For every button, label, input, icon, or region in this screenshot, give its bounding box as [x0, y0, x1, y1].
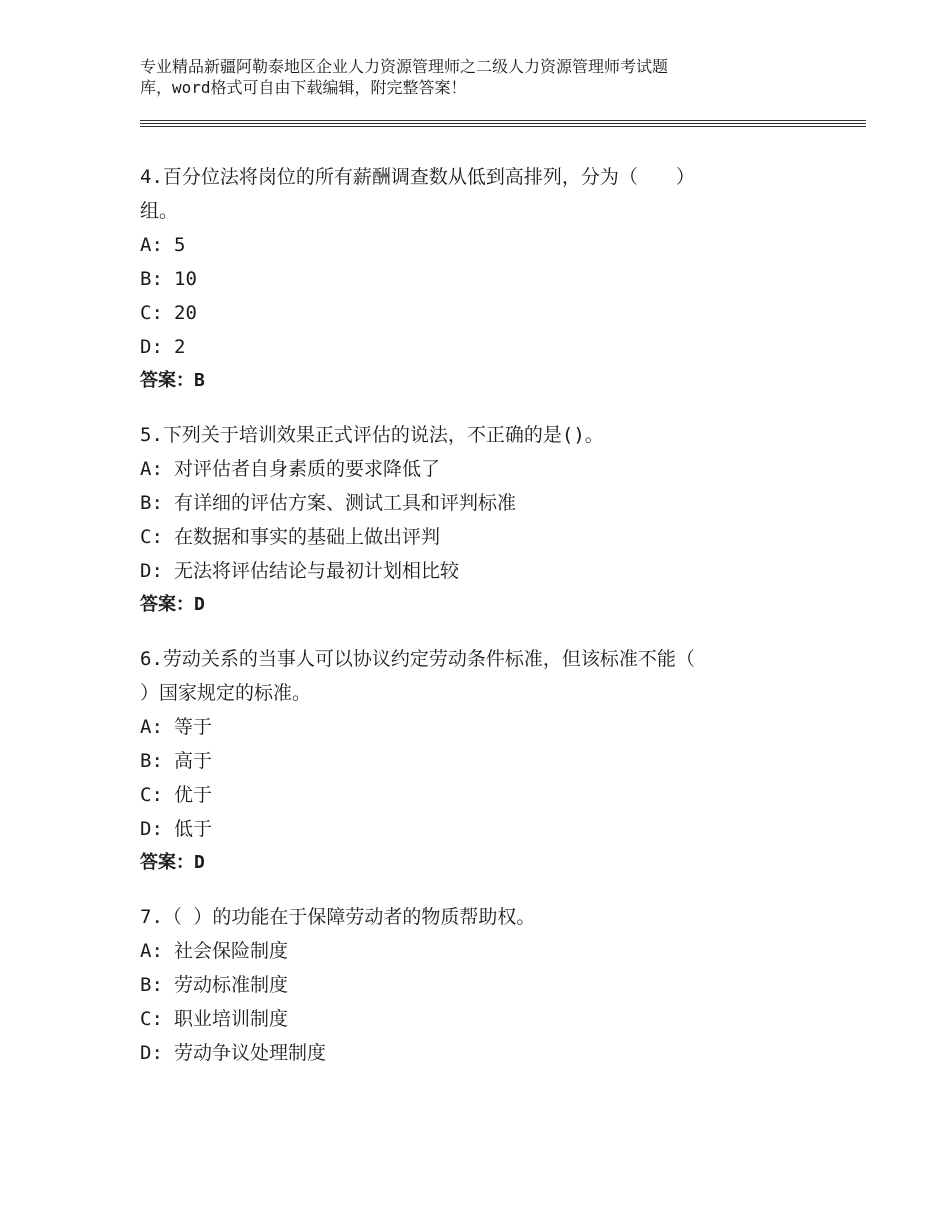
option-text: 劳动标准制度: [174, 974, 289, 996]
option-text: 低于: [174, 818, 213, 840]
option-key: A:: [140, 940, 163, 962]
question-7: [140, 900, 790, 1070]
question-text: [140, 160, 790, 228]
option-text: 社会保险制度: [174, 940, 289, 962]
question-text-line: 组。: [140, 200, 179, 222]
option-text: 等于: [174, 716, 213, 738]
option-key: D:: [140, 818, 163, 840]
option-d: [140, 1036, 790, 1070]
header-divider: [140, 120, 866, 124]
option-key: A:: [140, 716, 163, 738]
header-title-line-2: 库，word格式可自由下载编辑，附完整答案！: [140, 78, 467, 97]
option-text: 20: [174, 302, 197, 324]
option-b: [140, 486, 790, 520]
option-key: D:: [140, 1042, 163, 1064]
option-key: B:: [140, 750, 163, 772]
question-list: [140, 160, 790, 1090]
question-text-line: 7.（ ）的功能在于保障劳动者的物质帮助权。: [140, 906, 536, 928]
option-text: 劳动争议处理制度: [174, 1042, 327, 1064]
option-c: [140, 296, 790, 330]
answer-line: [140, 588, 790, 622]
option-key: B:: [140, 492, 163, 514]
option-a: [140, 228, 790, 262]
option-text: 职业培训制度: [174, 1008, 289, 1030]
option-text: 优于: [174, 784, 213, 806]
answer-value: D: [194, 594, 205, 615]
question-text: [140, 900, 790, 934]
option-text: 10: [174, 268, 197, 290]
question-text-line: 4.百分位法将岗位的所有薪酬调查数从低到高排列，分为（ ）: [140, 166, 695, 188]
option-key: C:: [140, 302, 163, 324]
option-key: B:: [140, 268, 163, 290]
option-key: A:: [140, 234, 163, 256]
option-b: [140, 968, 790, 1002]
option-text: 5: [174, 234, 186, 256]
question-text: [140, 642, 790, 710]
option-text: 对评估者自身素质的要求降低了: [174, 458, 441, 480]
option-key: C:: [140, 784, 163, 806]
option-key: D:: [140, 560, 163, 582]
option-a: [140, 934, 790, 968]
question-4: [140, 160, 790, 398]
answer-line: [140, 846, 790, 880]
option-text: 在数据和事实的基础上做出评判: [174, 526, 441, 548]
option-key: D:: [140, 336, 163, 358]
option-key: C:: [140, 526, 163, 548]
question-text-line: 5.下列关于培训效果正式评估的说法，不正确的是()。: [140, 424, 604, 446]
header-title-line-1: 专业精品新疆阿勒泰地区企业人力资源管理师之二级人力资源管理师考试题: [140, 57, 669, 76]
answer-label: 答案：: [140, 370, 194, 391]
option-a: [140, 710, 790, 744]
option-key: B:: [140, 974, 163, 996]
question-text-line: ）国家规定的标准。: [140, 682, 312, 704]
option-c: [140, 778, 790, 812]
option-text: 无法将评估结论与最初计划相比较: [174, 560, 460, 582]
option-text: 2: [174, 336, 186, 358]
question-text-line: 6.劳动关系的当事人可以协议约定劳动条件标准，但该标准不能（: [140, 648, 695, 670]
option-d: [140, 812, 790, 846]
option-d: [140, 554, 790, 588]
document-header: [140, 56, 780, 98]
option-text: 高于: [174, 750, 213, 772]
option-a: [140, 452, 790, 486]
option-b: [140, 744, 790, 778]
option-key: A:: [140, 458, 163, 480]
option-b: [140, 262, 790, 296]
question-text: [140, 418, 790, 452]
answer-value: D: [194, 852, 205, 873]
option-d: [140, 330, 790, 364]
question-5: [140, 418, 790, 622]
option-c: [140, 1002, 790, 1036]
answer-label: 答案：: [140, 852, 194, 873]
answer-label: 答案：: [140, 594, 194, 615]
answer-value: B: [194, 370, 205, 391]
answer-line: [140, 364, 790, 398]
option-c: [140, 520, 790, 554]
question-6: [140, 642, 790, 880]
option-key: C:: [140, 1008, 163, 1030]
option-text: 有详细的评估方案、测试工具和评判标准: [174, 492, 517, 514]
